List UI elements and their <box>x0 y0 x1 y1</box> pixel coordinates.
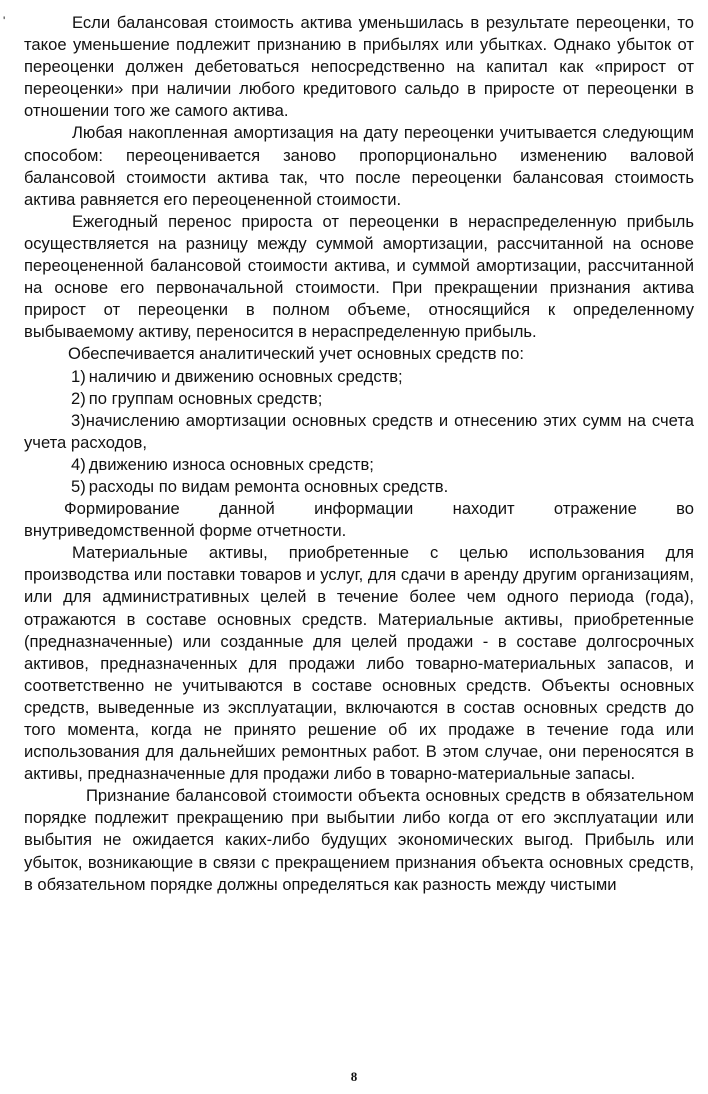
paragraph-material-assets: Материальные активы, приобретенные с целью использования для производства или поставки товаров и услуг, для сдачи в аренду другим организациям, или для административных целей в течение более чем одного периода (года), отражаются в составе основных средств. Материальные активы, приобретенные (предназначенные) или созданные для целей продажи - в составе долгосрочных активов, предназначенных для продажи либо товарно-материальных запасов, и соответственно не учитываются в составе основных средств. Объекты основных средств, выведенные из эксплуатации, включаются в состав основных средств до того момента, когда не принято решение об их продаже в течение года или использования для дальнейших ремонтных работ. В этом случае, они переносятся в активы, предназначенные для продажи либо в товарно-материальные запасы. <box>24 543 694 784</box>
list-item-number: 1) <box>71 366 86 386</box>
paragraph-accumulated-depreciation: Любая накопленная амортизация на дату переоценки учитывается следующим способом: переоценивается заново пропорционально изменению валовой балансовой стоимости актива так, что после переоценки балансовая стоимость актива равняется его переоцененной стоимости. <box>24 123 694 209</box>
paragraph-analytical-accounting: Обеспечивается аналитический учет основных средств по: <box>68 344 524 364</box>
list-item-text: по группам основных средств; <box>88 388 323 408</box>
list-item <box>24 410 694 454</box>
paragraph-annual-transfer: Ежегодный перенос прироста от переоценки в нераспределенную прибыль осуществляется на разницу между суммой амортизации, рассчитанной на основе переоцененной балансовой стоимости актива, и суммой амортизации, рассчитанной на основе его первоначальной стоимости. При прекращении признания актива прирост от переоценки в полном объеме, относящийся к определенному выбываемому активу, переносится в нераспределенную прибыль. <box>24 211 694 342</box>
list-item <box>24 454 694 476</box>
paragraph-derecognition: Признание балансовой стоимости объекта основных средств в обязательном порядке подлежит прекращению при выбытии либо когда от его эксплуатации или выбытия не ожидается каких-либо будущих экономических выгод. Прибыль или убыток, возникающие в связи с прекращением признания объекта основных средств, в обязательном порядке должны определяться как разность между чистыми <box>24 786 694 894</box>
list-item-text: расходы по видам ремонта основных средств. <box>88 476 449 496</box>
list-item-number: 4) <box>71 454 86 474</box>
page-number: 8 <box>350 1069 358 1084</box>
list-item-text: наличию и движению основных средств; <box>88 366 403 386</box>
corner-mark: ' <box>3 14 6 28</box>
paragraph-revaluation-decrease: Если балансовая стоимость актива уменьшилась в результате переоценки, то такое уменьшение подлежит признанию в прибылях или убытках. Однако убыток от переоценки должен дебетоваться непосредственно на капитал как «прирост от переоценки» при наличии любого кредитового сальдо в приросте от переоценки в отношении того же самого актива. <box>24 13 694 121</box>
list-item-text: движению износа основных средств; <box>88 454 374 474</box>
list-item <box>24 388 694 410</box>
list-item-number: 5) <box>71 476 86 496</box>
document-body <box>24 12 694 896</box>
list-item-number: 2) <box>71 388 86 408</box>
paragraph-reporting-form: Формирование данной информации находит отражение во внутриведомственной форме отчетности. <box>24 499 694 541</box>
list-item <box>24 476 694 498</box>
list-item-number: 3) <box>71 410 86 430</box>
list-item <box>24 366 694 388</box>
list-item-text: начислению амортизации основных средств и отнесению этих сумм на счета учета расходов, <box>24 410 694 452</box>
